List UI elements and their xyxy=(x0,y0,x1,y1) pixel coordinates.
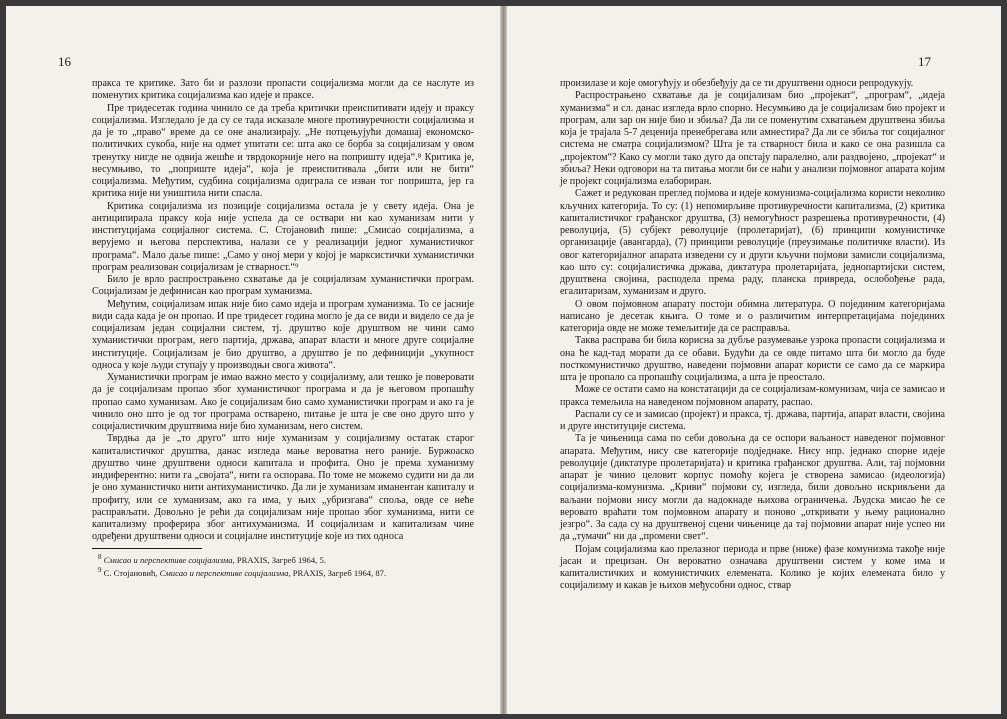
footnote-title: Смисао и перспективе социјализма xyxy=(159,568,289,579)
footnote-source: , PRAXIS, Загреб 1964, 87. xyxy=(288,568,387,579)
paragraph: Та је чињеница сама по себи довољна да се оспори ваљаност наведеног појмовног апарата. Међутим, нису све категорије подједнаке. Нису нпр. једнако спорне идеје револуције (диктатуре пролетаријата) и критика грађанског друштва. Али, тај појмовни апарат је чинио целовит корпус помоћу којега је створена замисао (идеологија) социјализма-комунизма. „Криви“ појмови су, изгледа, били довољно искривљени да ваљани појмови нису могли да надокнаде њихова ограничења. Људска мисао ће се веровато враћати том појмовном апарату и поново „откривати у њему рационално језгро“. За сада су на друштвеној сцени чињенице да тај појмовни апарат није успео ни да „тумачи“ ни да „промени свет“. xyxy=(560,433,945,543)
paragraph: Критика социјализма из позиције социјализма остала је у свету идеја. Она је антиципирала праксу која није успела да се оствари ни као хуманизам нити у институцијама социјалног система. С. Стојановић пише: „Смисао социјализма, а верујемо и његова перспектива, налази се у реализацији једног хуманистичког програма“. Мало даље пише: „Само у оној мери у којој је марксистички хуманистички програм реализован социјализам је стварност.“⁹ xyxy=(92,200,474,273)
paragraph: Сажет и редукован преглед појмова и идеје комунизма-социјализма користи неколико кључних категорија. То су: (1) непомирљиве противуречности капитализма, (2) критика капиталистичког грађанског друштва, (3) немогућност разрешења противуречности, (4) револуција, (5) субјект револуције (пролетаријат), (6) принципи комунистичке организације (авангарда), (7) принципи револуције (преузимање политичке власти). Из овог категоријалног апарата изведени су и други кључни појмови замисли социјализма, као што су: социјалистичка држава, диктатура пролетаријата, једнопартијски систем, друштвена својина, расподела према раду, планска привреда, ослобођење рада, егалитаризам, хуманизам и друго. xyxy=(560,188,945,298)
left-page xyxy=(6,6,500,714)
footnote xyxy=(92,565,474,579)
footnote-source: , PRAXIS, Загреб 1964, 5. xyxy=(232,554,326,565)
paragraph: О овом појмовном апарату постоји обимна литература. О појединим категоријама написано је десетак књига. О томе и о различитим интерпретацијама појединих категорија овде не може темељитије да се расправља. xyxy=(560,298,945,334)
footnote-divider xyxy=(92,548,202,549)
paragraph: Пре тридесетак година чинило се да треба критички преиспитивати идеју и праксу социјализма. Изгледало је да су се тада исказале многе противуречности социјализма и да је то „право“ време да се оне анализирају. „Не потцењујући домашај економско-политичких сукоба, није на одмет упитати се: шта ако се борба за социјализам у овом тренутку нигде не одвија жешће и тврдокорније него на попришту идеја“.⁸ Критика је, несумњиво, то „поприште идеја“, која је преиспитивала „бити или не бити“ социјализма. Међутим, судбина социјализма одиграла се изван тог попришта, јер га критика није ни уништила нити спасла. xyxy=(92,102,474,200)
page-number: 16 xyxy=(58,54,71,69)
footnote-mark: 9 xyxy=(98,566,102,575)
footnote-title: Смисао и перспективе социјализма xyxy=(103,554,233,565)
footnote xyxy=(92,552,474,566)
paragraph: Распрострањено схватање да је социјализам био „пројекат“, „програм“, „идеја хуманизма“ и сл. данас изгледа врло спорно. Несумњиво да је социјализам био пројект и програм, али зар он није био и збиља? Да ли се поменутим схватањем друштвена збиља која је трајала 5-7 деценија пренебрегава или амнестира? Да ли се збиља тог социјалног система не сматра социјализмом? Шта је та стварност била и како се она разишла са „пројектом“? Како су могли тако дуго да опстају паралелно, али раздвојено, „пројекат“ и збиља? Неки одговори на та питања могли би се наћи у анализи појмовног апарата којим је пројект социјализма елаборирaн. xyxy=(560,90,945,187)
page-number: 17 xyxy=(918,54,931,69)
paragraph: Хуманистички програм је имао важно место у социјализму, али тешко је поверовати да је социјализам пропао због хуманистичког програма и да је његовом пропашћу пропао само хуманизам. Ако је социјализам био само хуманистички програм и ако га је чинило оно што је од тог програма остварено, питање је шта је све оно друго што у социјалистичким друштвима није био хуманизам, него систем. xyxy=(92,372,474,432)
right-page xyxy=(507,6,1001,714)
page-text xyxy=(92,78,474,579)
paragraph: Таква расправа би била корисна за дубље разумевање узрока пропасти социјализма и она ће кад-тад морати да се обави. Будући да се овде питамо шта би могло да буде посткомунистичко друштво, наведени појмовни апарат користи се само да се маркира шта је пропало са пропашћу социјализма, а шта је преостало. xyxy=(560,335,945,383)
book-gutter xyxy=(500,6,507,714)
paragraph: Појам социјализма као прелазног периода и прве (ниже) фазе комунизма такође није јасан и прецизан. Он вероватно означава друштвени систем у коме има и капиталистичких и комунистичких елемената. Колико је којих елемената било у социјализму и какав је њихов међусобни однос, ствар xyxy=(560,543,945,592)
paragraph: Било је врло распрострањено схватање да је социјализам хуманистички програм. Социјализам је дефинисан као програм хуманизма. xyxy=(92,274,474,298)
footnote-mark: 8 xyxy=(98,552,102,561)
page-text xyxy=(560,78,945,593)
paragraph: Може се остати само на констатацији да се социјализам-комунизам, чија се замисао и пракса темељила на наведеном појмовном апарату, распао. xyxy=(560,384,945,408)
paragraph: Међутим, социјализам ипак није био само идеја и програм хуманизма. То се јасније види сада када је он пропао. И пре тридесет година могло је да се види и видело се да је социјализам један социјални систем, тј. друштво које друштвом не чини само хуманистички програм, него партија, држава, апарат власти и многе друге социјалне институције. Социјализам је био друштво, а друштво је по дефиницији „укупност односа у које људи ступају у производњи свога живота“. xyxy=(92,298,474,371)
footnote-author: С. Стојановић, xyxy=(103,568,160,579)
paragraph: Тврдња да је „то друго“ што није хуманизам у социјализму остатак старог капиталистичког друштва, данас изгледа мање вероватна него раније. Буржоаско друштво чине друштвени односи капитала и профита. Оно је према хуманизму индиферентно: нити га „својата“, нити га оспорава. По томе не можемо судити ни да ли је оно хуманистичко нити антихуманистичко. Да ли је хуманизам иманентан капиталу и профиту, или се хуманизам, ако га има, у њих „убризгава“ споља, овде се неће расправљати. Довољно је рећи да социјализам није пропао због хуманизма, нити се капитализму проферира због антихуманизма. И социјализам и капитализам чине одређени друштвени односи и социјалне институције које из тих односа xyxy=(92,433,474,543)
paragraph: произилазе и које омогућују и обезбеђују да се ти друштвени односи репродукују. xyxy=(560,78,914,89)
paragraph: пракса те критике. Зато би и разлози пропасти социјализма могли да се наслуте из поменутих критика социјализма као идеје и праксе. xyxy=(92,78,474,102)
paragraph: Распали су се и замисао (пројект) и пракса, тј. држава, партија, апарат власти, својина и друге институције система. xyxy=(560,408,945,432)
